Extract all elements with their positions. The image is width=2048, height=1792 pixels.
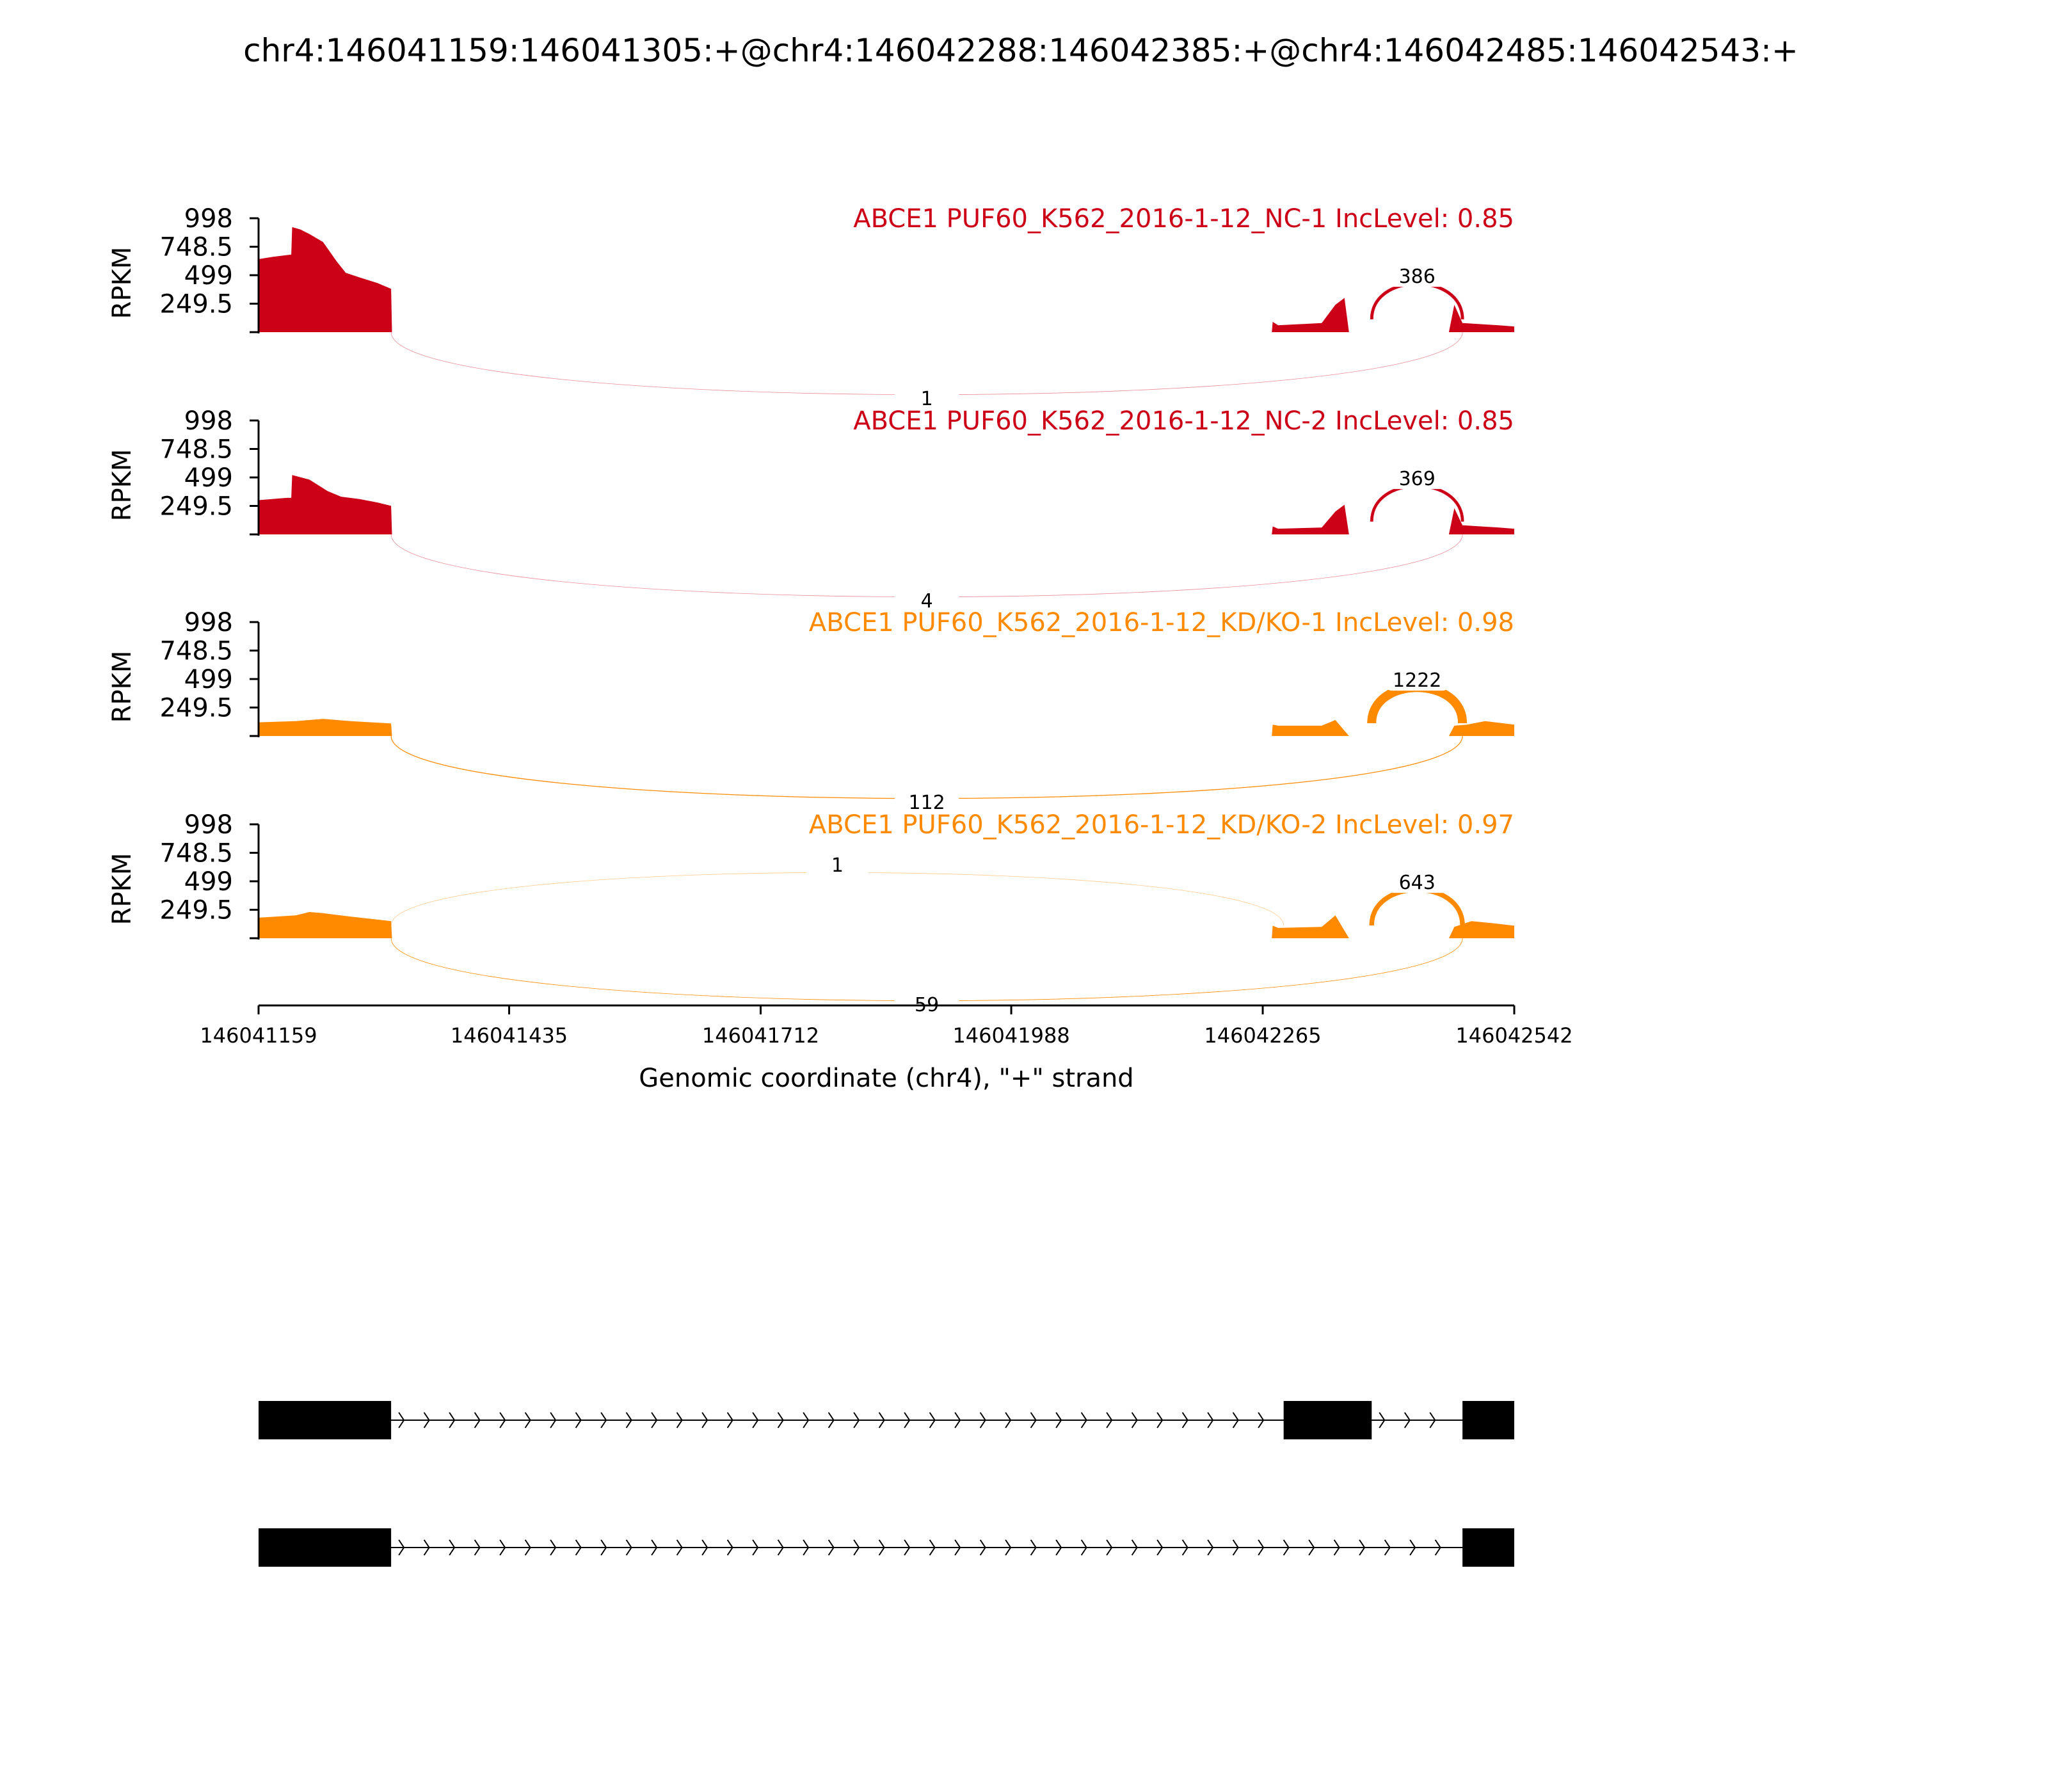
panel-title: ABCE1 PUF60_K562_2016-1-12_NC-2 IncLevel: 0.85 [853, 406, 1514, 436]
junction-arc [1372, 486, 1462, 522]
junction-count-label: 1222 [1393, 669, 1442, 692]
junction-arc [1372, 890, 1462, 925]
y-tick-label: 249.5 [159, 693, 233, 723]
exon-block [1462, 1401, 1514, 1439]
junction-count-label: 369 [1398, 468, 1436, 491]
junction-count-label: 59 [915, 993, 940, 1016]
junction-arc [1372, 284, 1462, 319]
panel-title: ABCE1 PUF60_K562_2016-1-12_KD/KO-2 IncLevel: 0.97 [808, 810, 1514, 840]
y-axis-label: RPKM [108, 852, 137, 925]
coverage-area [259, 475, 1514, 534]
coverage-panel [108, 204, 1514, 410]
exon-block [259, 1401, 391, 1439]
isoform [259, 1401, 1514, 1439]
y-tick-label: 748.5 [159, 636, 233, 666]
panel-title: ABCE1 PUF60_K562_2016-1-12_NC-1 IncLevel: 0.85 [853, 204, 1514, 234]
junction-arc [391, 736, 1462, 799]
junction-arc [1372, 687, 1462, 723]
y-tick-label: 249.5 [159, 289, 233, 319]
x-tick-label: 146041988 [952, 1023, 1070, 1048]
coverage-area [259, 227, 1514, 332]
gene-structure-track [259, 1401, 1514, 1567]
x-tick-label: 146042542 [1455, 1023, 1573, 1048]
junction-arc [391, 872, 1284, 925]
coverage-area [259, 912, 1514, 938]
y-axis-label: RPKM [108, 246, 137, 319]
x-tick-label: 146041159 [200, 1023, 317, 1048]
exon-block [1462, 1528, 1514, 1567]
junction-count-label: 4 [920, 589, 933, 612]
junction-arc [391, 332, 1462, 395]
exon-block [259, 1528, 391, 1567]
y-tick-label: 249.5 [159, 895, 233, 925]
figure-title: chr4:146041159:146041305:+@chr4:146042288:146042385:+@chr4:146042485:146042543:+ [243, 32, 1798, 69]
junction-count-label: 1 [920, 387, 933, 410]
panel-title: ABCE1 PUF60_K562_2016-1-12_KD/KO-1 IncLevel: 0.98 [808, 608, 1514, 637]
y-tick-label: 998 [184, 204, 233, 234]
x-tick-label: 146041712 [701, 1023, 820, 1048]
junction-count-label: 1 [831, 854, 844, 877]
coverage-panel [108, 810, 1514, 1016]
x-axis-label: Genomic coordinate (chr4), "+" strand [639, 1064, 1134, 1093]
y-tick-label: 748.5 [159, 435, 233, 465]
y-tick-label: 748.5 [159, 838, 233, 868]
exon-block [1284, 1401, 1372, 1439]
y-tick-label: 499 [184, 463, 233, 493]
coverage-panel [108, 406, 1514, 612]
x-tick-label: 146041435 [450, 1023, 568, 1048]
junction-arc [391, 938, 1462, 1001]
y-tick-label: 499 [184, 665, 233, 694]
isoform [259, 1528, 1514, 1567]
coverage-panels [108, 204, 1514, 1016]
y-axis-label: RPKM [108, 449, 137, 522]
y-tick-label: 998 [184, 406, 233, 436]
junction-count-label: 386 [1398, 266, 1436, 289]
coverage-area [259, 719, 1514, 736]
x-tick-label: 146042265 [1204, 1023, 1322, 1048]
y-tick-label: 748.5 [159, 232, 233, 262]
junction-count-label: 112 [908, 791, 945, 814]
y-tick-label: 998 [184, 810, 233, 840]
y-tick-label: 998 [184, 608, 233, 637]
junction-count-label: 643 [1398, 872, 1436, 895]
y-axis-label: RPKM [108, 650, 137, 723]
y-tick-label: 249.5 [159, 492, 233, 522]
y-tick-label: 499 [184, 867, 233, 897]
coverage-panel [108, 608, 1514, 814]
y-tick-label: 499 [184, 261, 233, 291]
x-axis [200, 1005, 1572, 1093]
junction-arc [391, 534, 1462, 597]
